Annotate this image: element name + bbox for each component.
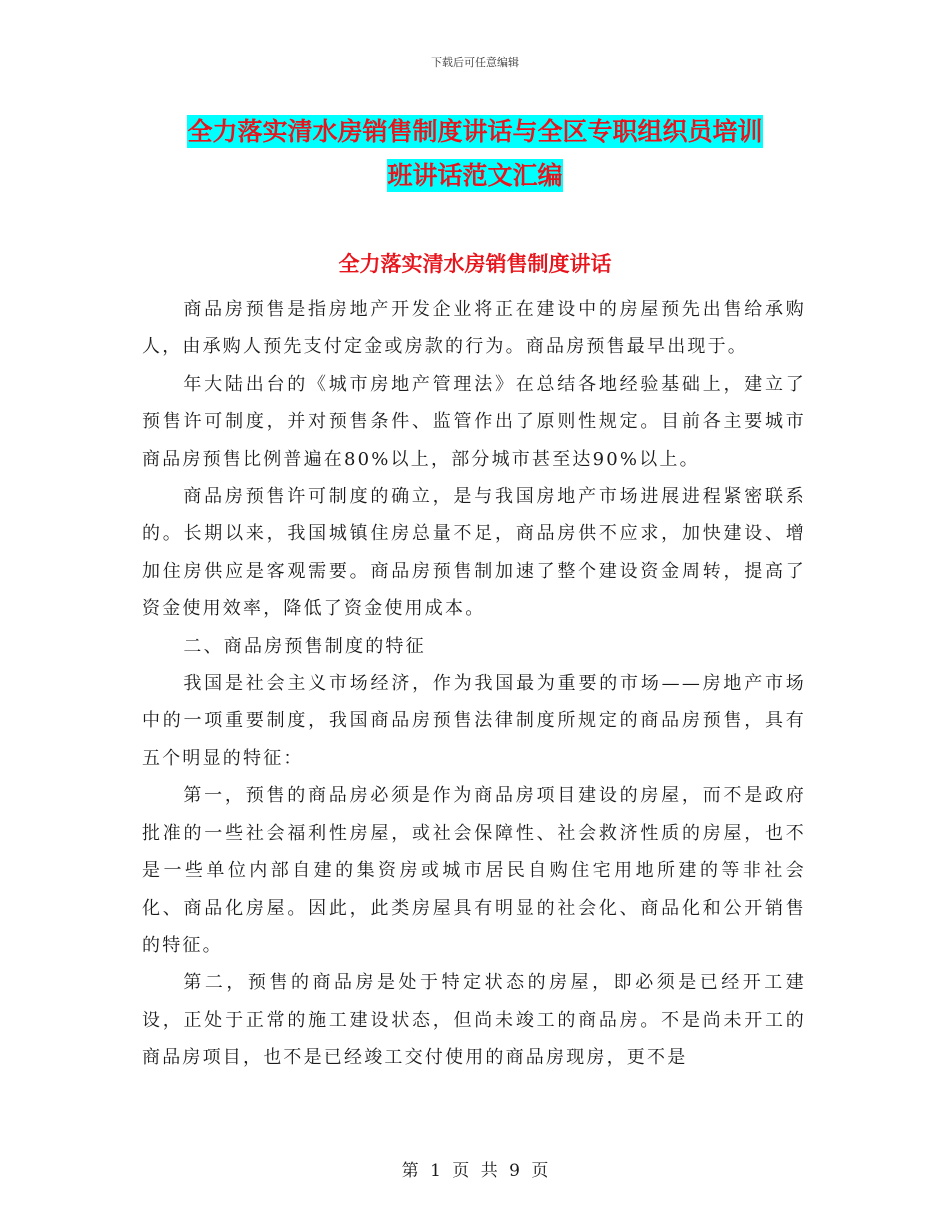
page-number-footer: 第 1 页 共 9 页 — [401, 1161, 549, 1181]
document-title-line-1: 全力落实清水房销售制度讲话与全区专职组织员培训 — [187, 117, 763, 146]
page-header-note: 下载后可任意编辑 — [431, 56, 519, 69]
paragraph: 我国是社会主义市场经济，作为我国最为重要的市场——房地产市场中的一项重要制度，我国商品房预售法律制度所规定的商品房预售，具有五个明显的特征： — [142, 673, 806, 769]
document-title — [120, 110, 830, 198]
subheading-paragraph: 二、商品房预售制度的特征 — [183, 635, 426, 657]
document-title-line-2: 班讲话范文汇编 — [387, 161, 563, 190]
paragraph: 年大陆出台的《城市房地产管理法》在总结各地经验基础上，建立了预售许可制度，并对预售条件、监管作出了原则性规定。目前各主要城市商品房预售比例普遍在80%以上，部分城市甚至达90%以上。 — [142, 373, 806, 470]
body-text — [142, 291, 806, 1077]
paragraph: 第一，预售的商品房必须是作为商品房项目建设的房屋，而不是政府批准的一些社会福利性房屋，或社会保障性、社会救济性质的房屋，也不是一些单位内部自建的集资房或城市居民自购住宅用地所建的等非社会化、商品化房屋。因此，此类房屋具有明显的社会化、商品化和公开销售的特征。 — [142, 785, 806, 956]
paragraph: 商品房预售许可制度的确立，是与我国房地产市场进展进程紧密联系的。长期以来，我国城镇住房总量不足，商品房供不应求，加快建设、增加住房供应是客观需要。商品房预售制加速了整个建设资金周转，提高了资金使用效率，降低了资金使用成本。 — [142, 486, 806, 620]
paragraph: 商品房预售是指房地产开发企业将正在建设中的房屋预先出售给承购人，由承购人预先支付定金或房款的行为。商品房预售最早出现于。 — [142, 299, 806, 358]
section-heading: 全力落实清水房销售制度讲话 — [338, 252, 612, 276]
paragraph: 第二，预售的商品房是处于特定状态的房屋，即必须是已经开工建设，正处于正常的施工建设状态，但尚未竣工的商品房。不是尚未开工的商品房项目，也不是已经竣工交付使用的商品房现房，更不是 — [142, 972, 806, 1069]
